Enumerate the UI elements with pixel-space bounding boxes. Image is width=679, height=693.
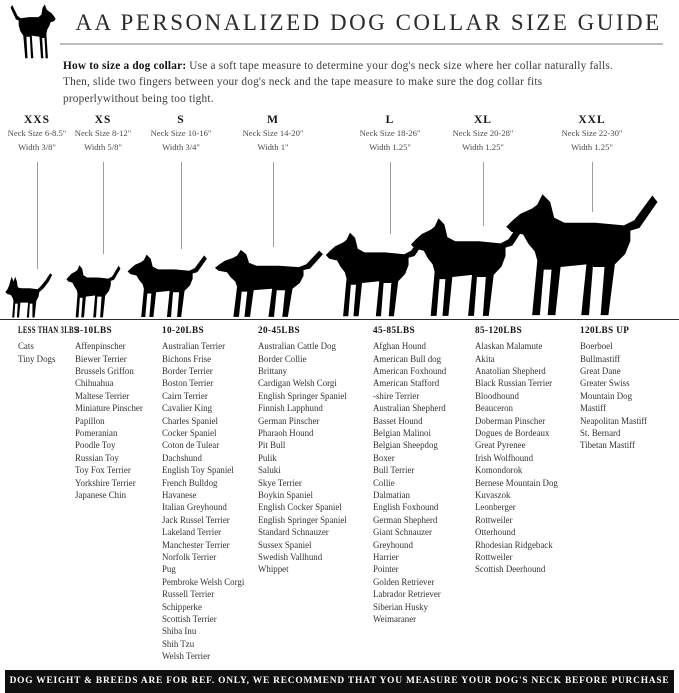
breed-name: Pembroke Welsh Corgi [162,576,245,587]
dog-silhouette-xxl [505,189,673,319]
breed-name: Bull Terrier [373,465,415,476]
breed-name: English Springer Spaniel [258,514,347,525]
weight-group-column [373,325,474,625]
collar-width-text: Width 5/8" [84,142,122,153]
breed-name: Bullmastiff [580,353,621,364]
size-label: XXS [23,114,50,127]
breed-name: Neapolitan Mastiff [580,415,648,426]
pointer-line [390,162,391,234]
breed-name: English Springer Spaniel [258,390,347,401]
neck-size-text: Neck Size 20-28" [452,128,514,139]
breed-name: Mountain Dog [580,390,633,401]
breed-name: Boerboel [580,341,613,352]
breed-name: Alaskan Malamute [475,341,543,352]
breed-name: Rhodesian Ridgeback [475,539,553,550]
breed-name: Biewer Terrier [75,353,127,364]
weight-group-label: 3-10LBS [75,325,113,336]
breed-name: Japanese Chin [75,490,127,500]
breed-name: Manchester Terrier [162,539,230,550]
breed-name: Scottish Deerhound [475,564,546,575]
size-column-l [342,114,438,154]
breed-name: Great Dane [580,365,621,376]
breed-name: Komondorok [475,465,523,476]
collar-width-text: Width 3/4" [162,142,200,153]
breed-name: Brittany [258,365,288,376]
breed-name: Dogues de Bordeaux [475,427,550,438]
weight-group-label: 120LBS UP [580,325,630,336]
pointer-line [103,162,104,254]
neck-size-text: Neck Size 14-20" [242,128,304,139]
breed-name: Whippet [258,564,289,575]
weight-group-column [580,325,676,452]
breed-name: Saluki [258,465,281,476]
breed-name: Shiba Inu [162,626,197,637]
breed-name: Russian Toy [75,452,119,463]
weight-group-column [18,325,78,365]
breed-name: Australian Terrier [162,341,226,352]
breed-name: Toy Fox Terrier [75,465,131,476]
dog-silhouette-xs [66,263,126,319]
breed-name: Cavalier King [162,403,213,414]
breed-name: Rottweiler [475,514,513,525]
instructions-text: Use a soft tape measure to determine your dog's neck size where her collar naturally falls. Then, slide two fingers between your dog's neck and the tape measure to make sure the dog collar fits properlywithout being too tight. [63,60,613,105]
breed-name: Basset Hound [373,415,423,426]
breed-name: Kuvaszok [475,490,511,500]
weight-group-column [162,325,257,663]
breed-name: Cairn Terrier [162,390,208,401]
breed-name: Otterhound [475,527,516,538]
size-label: XS [94,114,112,127]
breed-name: Boxer [373,452,395,463]
breed-name: Belgian Sheepdog [373,440,438,451]
breed-name: Lakeland Terrier [162,527,222,538]
breed-name: Irish Wolfhound [475,452,534,463]
breed-name: Collie [373,477,395,488]
breed-name: English Cocker Spaniel [258,502,342,513]
size-column-s [133,114,229,154]
size-column-xl [435,114,531,154]
neck-size-text: Neck Size 22-30" [561,128,623,139]
breed-name: Skye Terrier [258,477,302,488]
breed-name: Poodle Toy [75,440,116,451]
neck-size-text: Neck Size 10-16" [150,128,212,139]
breed-name: St. Bernard [580,427,621,438]
breed-name: Greater Swiss [580,378,630,389]
ground-line [0,319,679,320]
breed-name: Beauceron [475,403,513,414]
breed-name: Pit Bull [258,440,286,451]
breed-name: Sussex Spaniel [258,539,312,550]
header-divider [60,43,663,45]
sizing-instructions [63,58,619,107]
breed-name: Norfolk Terrier [162,552,217,563]
breed-name: Tiny Dogs [18,353,56,364]
instructions-lead: How to size a dog collar: [63,60,187,72]
breed-name: Leonberger [475,502,516,513]
size-label: XL [474,114,492,127]
pointer-line [273,162,274,247]
weight-group-column [75,325,161,501]
size-column-m [225,114,321,154]
breed-name: Mastiff [580,403,606,414]
breed-name: Maltese Terrier [75,390,130,401]
breed-name: Border Collie [258,353,307,364]
breed-name: American Bull dog [373,353,442,364]
size-label: S [177,114,185,127]
weight-group-column [258,325,372,576]
breed-name: Akita [475,353,495,364]
dog-silhouette-m [214,247,334,319]
breed-name: Shih Tzu [162,638,195,649]
breed-name: Schipperke [162,601,202,612]
breed-name: Black Russian Terrier [475,378,553,389]
weight-group-label: 85-120LBS [475,325,522,336]
breed-name: Golden Retriever [373,576,435,587]
breed-name: Doberman Pinscher [475,415,546,426]
breed-name: Chihuahua [75,378,114,389]
breed-name: Pharaoh Hound [258,427,314,438]
breed-name: Australian Cattle Dog [258,341,336,352]
disclaimer-bar: DOG WEIGHT & BREEDS ARE FOR REF. ONLY, WE RECOMMEND THAT YOU MEASURE YOUR DOG'S NECK BEFORE PURCHASE [5,670,674,693]
breed-name: German Shepherd [373,514,438,525]
collar-width-text: Width 1.25" [462,142,504,153]
breed-name: Affenpinscher [75,341,126,352]
breed-name: Dachshund [162,452,202,463]
cat-silhouette-xxs [4,271,60,319]
breed-name: Pulik [258,452,277,463]
breed-name: Greyhound [373,539,413,550]
breed-name: Jack Russel Terrier [162,514,230,525]
weight-group-column [475,325,579,576]
breed-name: Bichons Frise [162,353,212,364]
breed-name: Bernese Mountain Dog [475,477,558,488]
breed-name: Welsh Terrier [162,651,211,662]
breed-name: Belgian Malinoi [373,427,431,438]
neck-size-text: Neck Size 8-12" [74,128,132,139]
breed-name: Pug [162,564,176,575]
size-label: M [267,114,279,127]
pointer-line [37,162,38,269]
collar-width-text: Width 1.25" [571,142,613,153]
breed-name: Miniature Pinscher [75,403,143,414]
weight-group-label: LESS THAN 3LBS [18,325,78,336]
weight-group-label: 45-85LBS [373,325,416,336]
collar-width-text: Width 1" [257,142,289,153]
breed-name: Australian Shepherd [373,403,446,414]
dog-logo-icon [6,2,56,60]
size-diagram [0,110,679,320]
breed-name: Havanese [162,490,197,500]
breed-name: Charles Spaniel [162,415,218,426]
size-label: XXL [578,114,606,127]
breed-name: Dalmatian [373,490,410,500]
breed-name: Labrador Retriever [373,589,441,600]
breed-name: Bloodhound [475,390,519,401]
breed-name: French Bulldog [162,477,218,488]
breed-name: Pointer [373,564,399,575]
size-column-xxl [544,114,640,154]
breed-name: Cats [18,341,34,352]
breed-name: Coton de Tulear [162,440,220,451]
breed-name: Giant Schnauzer [373,527,432,538]
breed-name: American Foxhound [373,365,447,376]
breed-name: English Toy Spaniel [162,465,234,476]
breed-name: Swedish Vallhund [258,552,323,563]
breed-name: Boykin Spaniel [258,490,313,500]
breed-name: Afghan Hound [373,341,426,352]
breed-name: Rottweiler [475,552,513,563]
breed-name: Pomeranian [75,427,118,438]
collar-width-text: Width 3/8" [18,142,56,153]
breed-name: Harrier [373,552,399,563]
page-title: AA PERSONALIZED DOG COLLAR SIZE GUIDE [75,10,662,35]
breed-name: Weimaraner [373,614,417,625]
breed-name: Yorkshire Terrier [75,477,136,488]
weight-group-label: 20-45LBS [258,325,301,336]
breed-name: Finnish Lapphund [258,403,323,414]
breed-name: Cardigan Welsh Corgi [258,378,337,389]
breed-name: Great Pyrenee [475,440,526,451]
breed-name: Boston Terrier [162,378,214,389]
breed-name: English Foxhound [373,502,439,513]
size-label: L [385,114,395,127]
pointer-line [181,162,182,249]
breed-name: Italian Greyhound [162,502,227,513]
breed-name: Border Terrier [162,365,213,376]
neck-size-text: Neck Size 6-8.5" [7,128,67,139]
breed-name: Brussels Griffon [75,365,134,376]
breed-name: Standard Schnauzer [258,527,329,538]
breed-table [0,325,679,663]
collar-width-text: Width 1.25" [369,142,411,153]
breed-name: German Pinscher [258,415,320,426]
breed-name: Anatolian Shepherd [475,365,546,376]
breed-name: Papillon [75,415,105,426]
breed-name: -shire Terrier [373,390,420,401]
neck-size-text: Neck Size 18-26" [359,128,421,139]
breed-name: Russell Terrier [162,589,215,600]
breed-name: American Stafford [373,378,440,389]
weight-group-label: 10-20LBS [162,325,205,336]
dog-silhouette-s [127,252,215,319]
breed-name: Tibetan Mastiff [580,440,635,451]
breed-name: Scottish Terrier [162,614,217,625]
breed-name: Siberian Husky [373,601,428,612]
breed-name: Cocker Spaniel [162,427,217,438]
